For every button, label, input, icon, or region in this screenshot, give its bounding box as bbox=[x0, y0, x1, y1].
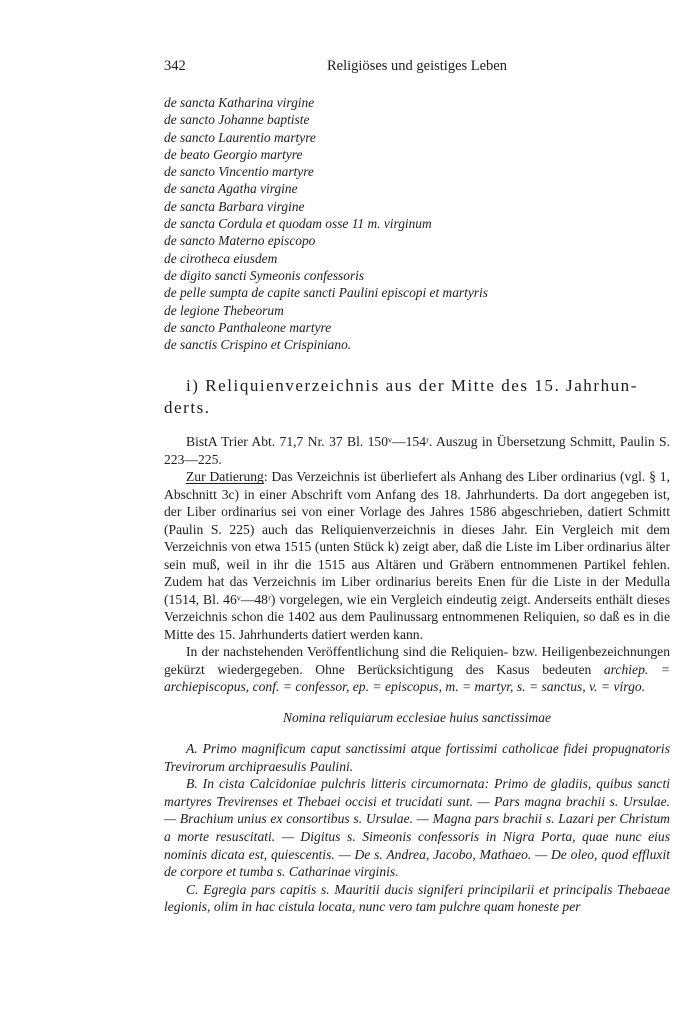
abbreviation-intro: In der nachstehenden Veröffentlichung sind die Reliquien- bzw. Heiligenbezeichnungen gekürzt wiedergegeben. Ohne Berücksichtigung des Kasus bedeuten bbox=[164, 644, 670, 677]
relic-list-item: de sancta Barbara virgine bbox=[164, 198, 305, 214]
relic-list-item: de sancto Johanne baptiste bbox=[164, 112, 310, 128]
relic-list-item: de cirotheca eiusdem bbox=[164, 250, 278, 266]
section-heading-line-1: i) Reliquienverzeichnis aus der Mitte des 15. Jahrhun- bbox=[186, 376, 638, 396]
abbreviation-paragraph bbox=[164, 643, 670, 696]
page-number: 342 bbox=[164, 58, 186, 74]
relic-list-item: de digito sancti Symeonis confessoris bbox=[164, 267, 365, 283]
running-title: Religiöses und geistiges Leben bbox=[326, 58, 507, 74]
latin-paragraph-c: C. Egregia pars capitis s. Mauritii ducis signiferi principilarii et principalis Thebaeae legionis, olim in hac cistula locata, nunc vero tam pulchre quam honeste per bbox=[164, 881, 670, 915]
book-page bbox=[164, 58, 670, 916]
relic-list-item: de sancto Laurentio martyre bbox=[164, 129, 316, 145]
section-heading-line-2: derts. bbox=[164, 398, 211, 418]
relic-list-item: de sancto Panthaleone martyre bbox=[164, 319, 332, 335]
latin-paragraph-b: B. In cista Calcidoniae pulchris litteris circumornata: Primo de gladiis, quibus sancti martyres Trevirenses et Thebaei occisi et trucidati sunt. — Pars magna brachii s. Ursulae. — Brachium unius ex consortibus s. Ursulae. — Magna pars brachii s. Lazari per Christum a morte resuscitati. — Digitus s. Simeonis confessoris in Nigra Porta, quae nunc eius nominis dicata est, quiescentis. — De s. Andrea, Jacobo, Mathaeo. — De oleo, quod effluxit de corpore et tumba s. Catharinae virginis. bbox=[164, 776, 670, 880]
relic-list bbox=[164, 94, 670, 353]
relic-list-item: de beato Georgio martyre bbox=[164, 146, 303, 162]
section-heading bbox=[164, 375, 670, 419]
relic-list-item: de pelle sumpta de capite sancti Paulini episcopi et martyris bbox=[164, 285, 488, 301]
source-reference: BistA Trier Abt. 71,7 Nr. 37 Bl. 150ᵛ—154ʳ. Auszug in Übersetzung Schmitt, Paulin S. 223—225. bbox=[164, 434, 670, 467]
dating-text: : Das Verzeichnis ist überliefert als Anhang des Liber ordinarius (vgl. § 1, Abschnitt 3c) in einer Abschrift vom Anfang des 18. Jahrhunderts. Da dort angegeben ist, der Liber ordinarius sei von einer Vorlage des Jahres 1586 abgeschrieben, datiert Schmitt (Paulin S. 225) auch das Reliquienverzeichnis in dieses Jahr. Ein Vergleich mit dem Verzeichnis von etwa 1515 (unten Stück k) zeigt aber, daß die Liste im Liber ordinarius älter sein muß, weil in ihr die 1515 aus Altären und Gräbern entnommenen Partikel fehlen. Zudem hat das Verzeichnis im Liber ordinarius bereits Enen für die Liste in der Medulla (1514, Bl. 46ᵛ—48ʳ) vorgelegen, wie ein Vergleich eindeutig zeigt. Anderseits enthält dieses Verzeichnis schon die 1402 aus dem Paulinussarg entnommenen Reliquien, so daß es in die Mitte des 15. Jahrhunderts datiert werden kann. bbox=[164, 469, 670, 642]
relic-list-item: de legione Thebeorum bbox=[164, 302, 284, 318]
dating-label: Zur Datierung bbox=[186, 469, 264, 485]
relic-list-item: de sanctis Crispino et Crispiniano. bbox=[164, 337, 352, 353]
running-head bbox=[164, 58, 670, 80]
latin-paragraph-a: A. Primo magnificum caput sanctissimi atque fortissimi catholicae fidei propugnatoris Trevirorum archipraesulis Paulini. bbox=[164, 740, 670, 774]
abbreviation-list: archiep. = archiepiscopus, conf. = confessor, ep. = episcopus, m. = martyr, s. = sanctus, v. = virgo. bbox=[164, 661, 670, 695]
dating-paragraph bbox=[164, 468, 670, 643]
relic-list-item: de sancta Katharina virgine bbox=[164, 95, 315, 110]
relic-list-item: de sancta Agatha virgine bbox=[164, 181, 298, 197]
relic-list-item: de sancto Materno episcopo bbox=[164, 233, 316, 249]
relic-list-item: de sancta Cordula et quodam osse 11 m. virginum bbox=[164, 216, 432, 232]
body-text bbox=[164, 433, 670, 696]
relic-list-item: de sancto Vincentio martyre bbox=[164, 164, 314, 180]
latin-list-title: Nomina reliquiarum ecclesiae huius sanctissimae bbox=[283, 709, 551, 725]
latin-text bbox=[164, 740, 670, 916]
